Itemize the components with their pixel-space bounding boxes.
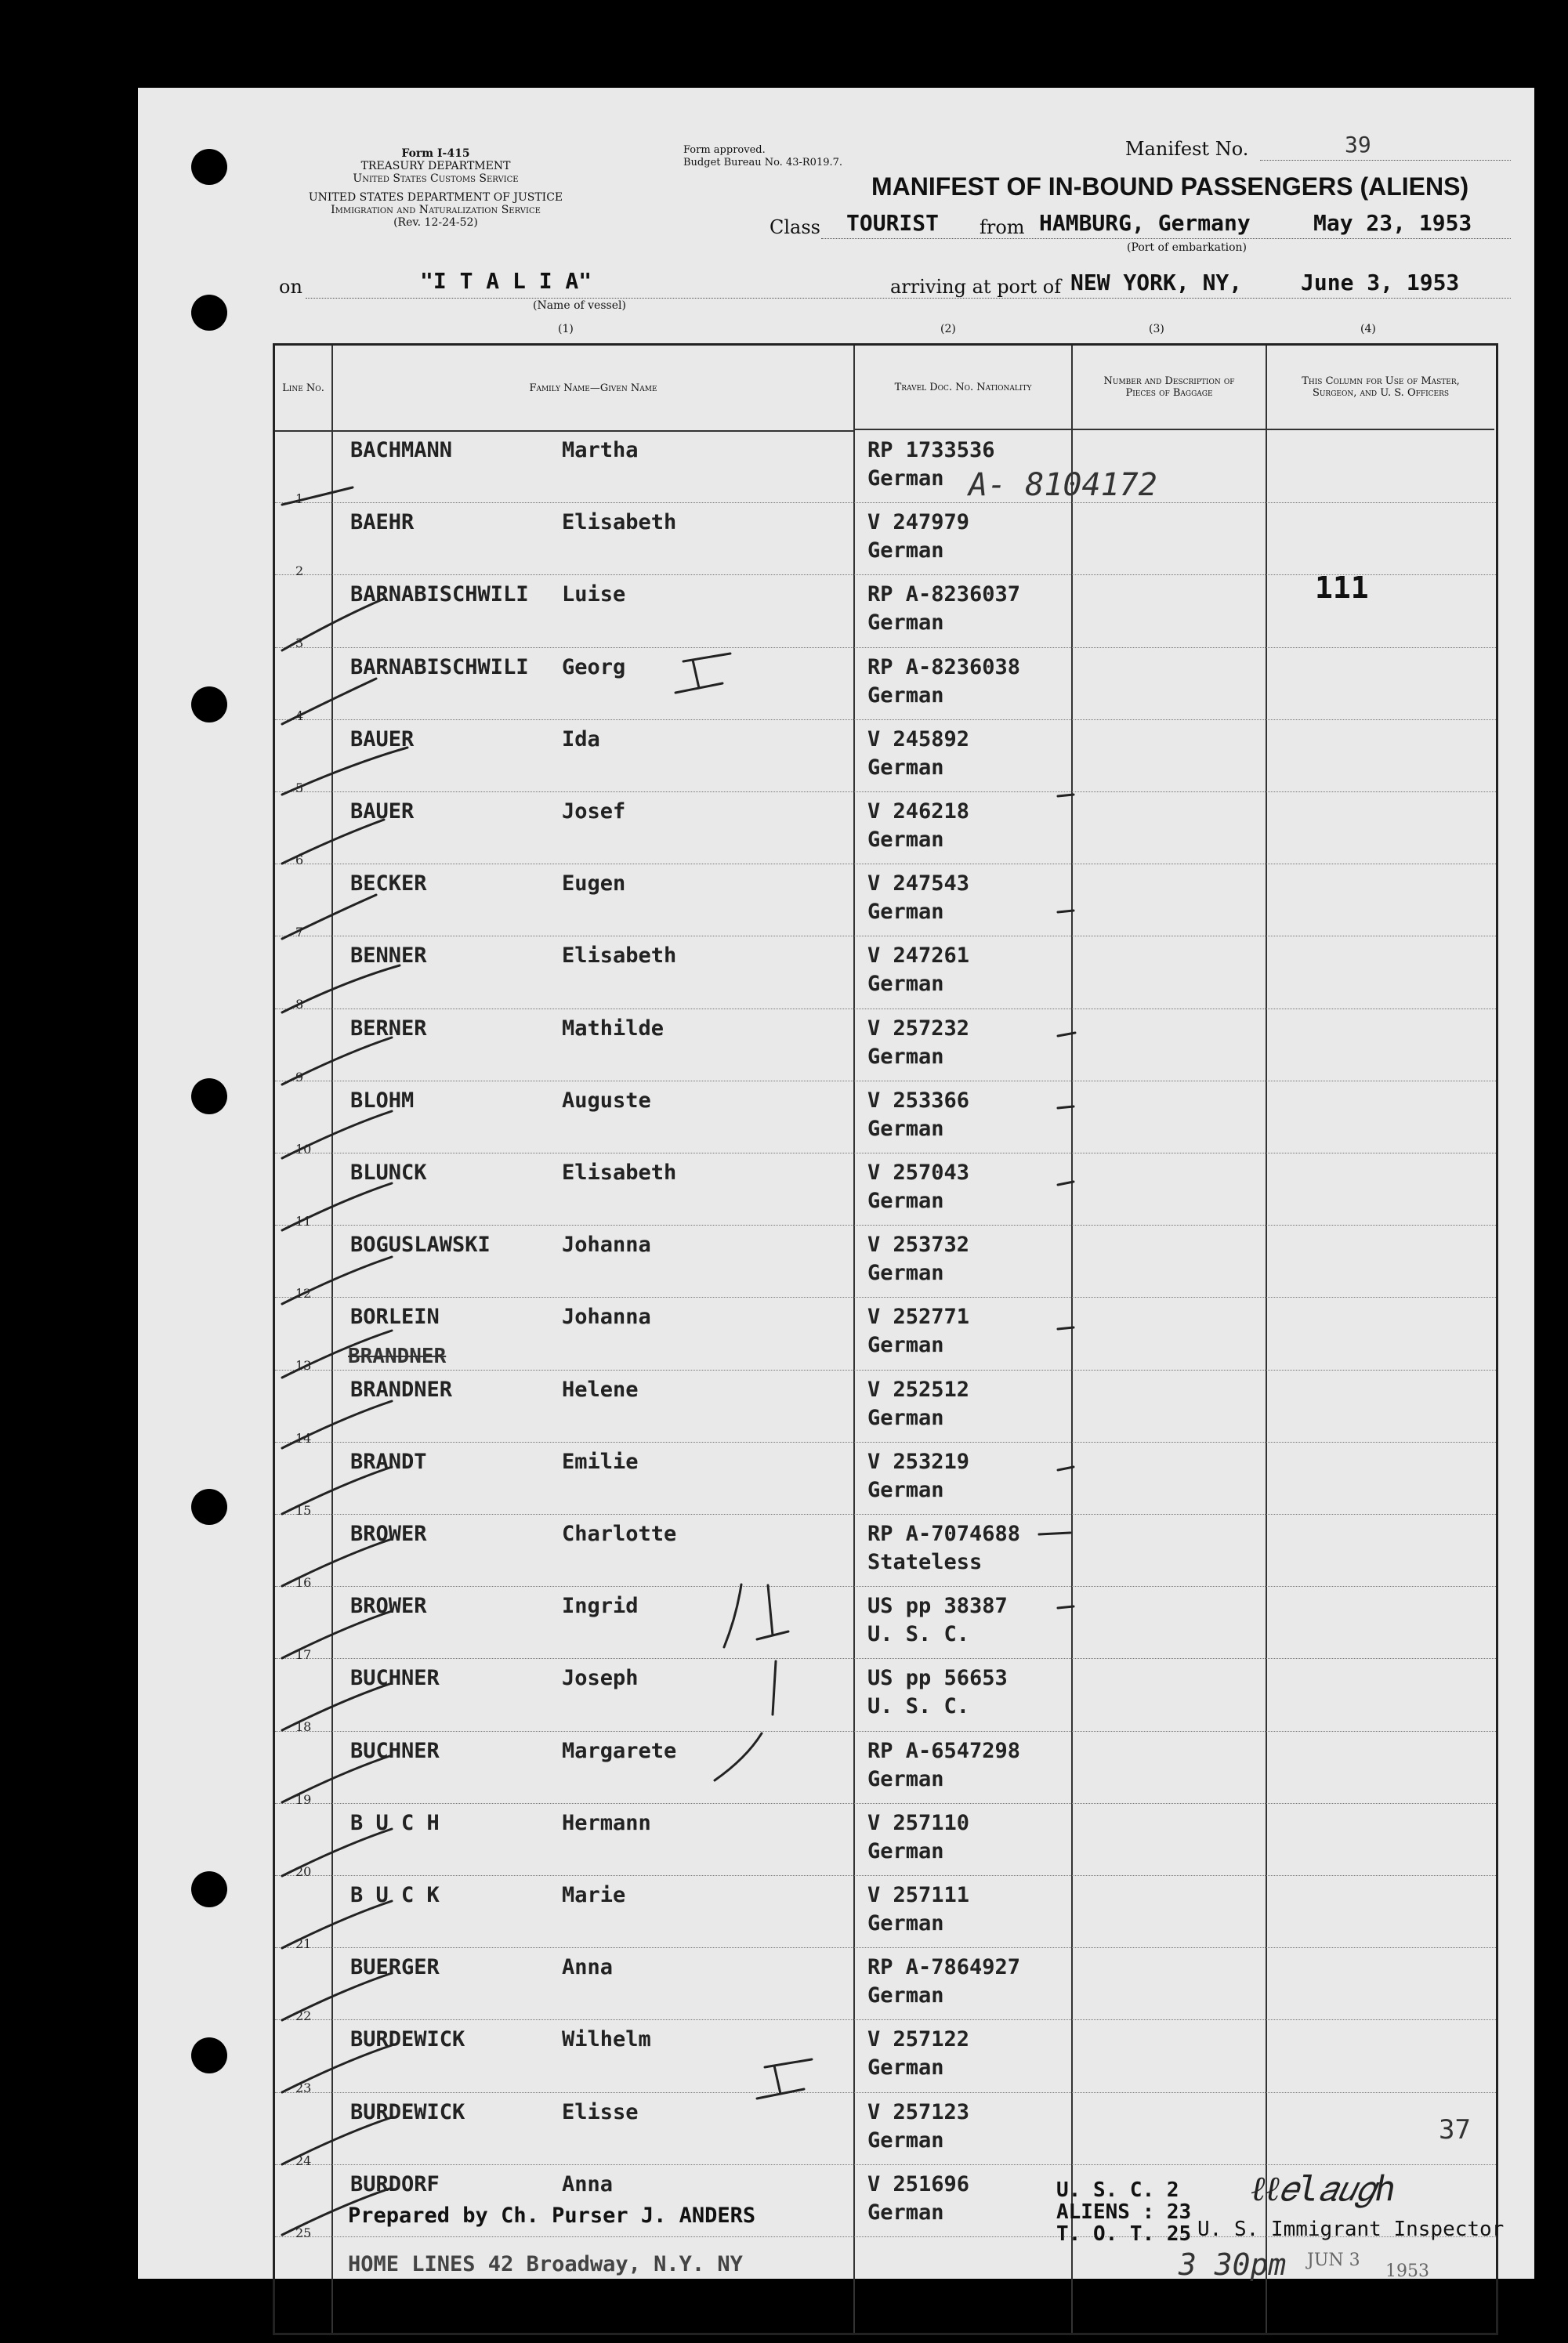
travel-doc: RP 1733536: [867, 438, 995, 462]
revision: (Rev. 12-24-52): [393, 216, 478, 229]
family-name: BURDEWICK: [350, 2027, 465, 2052]
nationality: German: [867, 1044, 944, 1069]
travel-doc: V 253732: [867, 1233, 970, 1258]
line-number: 24: [295, 2153, 312, 2168]
travel-doc: V 257110: [867, 1810, 970, 1835]
nationality: German: [867, 1116, 944, 1141]
embark-date-text: May 23, 19: [1313, 210, 1446, 236]
embark-year: 53: [1445, 210, 1472, 236]
col-header-line: Line No.: [275, 346, 331, 432]
given-name: Johanna: [562, 1233, 651, 1258]
travel-doc: V 257043: [867, 1161, 970, 1185]
col-num-1: (1): [558, 323, 574, 335]
col-header-officers: This Column for Use of Master, Surgeon, and U. S. Officers: [1267, 346, 1494, 430]
manifest-number: 39: [1345, 132, 1371, 158]
family-name: BAUER: [350, 799, 415, 824]
binder-hole: [191, 686, 227, 722]
nationality: German: [867, 2128, 944, 2153]
col-num-3: (3): [1149, 323, 1164, 335]
inspector-signature: ℓℓ𝑒l𝑎𝑢𝑔ℎ: [1251, 2169, 1396, 2209]
customs-service: United States Customs Service: [353, 172, 519, 185]
prepared-by: Prepared by Ch. Purser J. ANDERS: [348, 2204, 756, 2228]
summary-total: T. O. T. 25: [1056, 2222, 1192, 2246]
family-name: BECKER: [350, 871, 427, 896]
col-header-name: Family Name—Given Name: [333, 346, 853, 432]
family-name: BLOHM: [350, 1088, 415, 1113]
nationality: German: [867, 1333, 944, 1358]
form-number: Form I-415: [401, 147, 470, 160]
nationality: German: [867, 2055, 944, 2080]
line-number: 17: [295, 1647, 312, 1663]
arriving-year: 53: [1432, 270, 1460, 295]
form-approved: Form approved.: [683, 144, 766, 156]
family-name: BURDORF: [350, 2171, 440, 2196]
given-name: Ida: [562, 726, 600, 751]
travel-doc: RP A-7864927: [867, 1955, 1021, 1980]
line-number: 12: [295, 1286, 312, 1302]
nationality: German: [867, 1189, 944, 1213]
arriving-date-text: June 3, 19: [1301, 270, 1433, 295]
given-name: Margarete: [562, 1738, 677, 1763]
line-number: 3: [295, 636, 304, 651]
family-name: BROWER: [350, 1522, 427, 1546]
family-name: B U C H: [350, 1810, 440, 1835]
given-name: Ingrid: [562, 1594, 639, 1619]
nationality: German: [867, 1766, 944, 1791]
given-name: Anna: [562, 2171, 614, 2196]
given-name: Georg: [562, 654, 626, 679]
manifest-page: [138, 88, 1534, 2282]
binder-hole: [191, 1489, 227, 1525]
family-name: BACHMANN: [350, 438, 453, 462]
travel-doc: V 252512: [867, 1377, 970, 1402]
line-number: 18: [295, 1719, 312, 1735]
binder-hole: [191, 1871, 227, 1907]
stamp-year: 1953: [1385, 2262, 1429, 2281]
family-name: BLUNCK: [350, 1161, 427, 1185]
family-name: BROWER: [350, 1594, 427, 1619]
arriving-port: NEW YORK, NY,: [1070, 270, 1243, 295]
travel-doc: US pp 38387: [867, 1594, 1008, 1619]
inspector-label: U. S. Immigrant Inspector: [1197, 2218, 1505, 2241]
line-number: 20: [295, 1863, 312, 1879]
travel-doc: V 247261: [867, 943, 970, 969]
line-number: 4: [295, 708, 304, 723]
travel-doc: V 253366: [867, 1088, 970, 1113]
family-name: BORLEIN: [350, 1305, 440, 1330]
given-name: Emilie: [562, 1449, 639, 1474]
nationality: German: [867, 1983, 944, 2008]
line-number: 1: [295, 491, 304, 506]
nationality: German: [867, 1838, 944, 1863]
nationality: German: [867, 2200, 944, 2225]
family-name: BARNABISCHWILI: [350, 582, 529, 607]
travel-doc: RP A-8236038: [867, 654, 1021, 679]
col-num-4: (4): [1360, 323, 1376, 335]
nationality: U. S. C.: [867, 1622, 970, 1647]
justice-dept: UNITED STATES DEPARTMENT OF JUSTICE: [308, 191, 563, 204]
line-number: 8: [295, 997, 304, 1012]
travel-doc: V 251696: [867, 2171, 970, 2196]
binder-hole: [191, 295, 227, 331]
struck-name: BRANDNER: [348, 1345, 447, 1368]
nationality: U. S. C.: [867, 1694, 970, 1719]
given-name: Elisabeth: [562, 943, 677, 969]
nationality: German: [867, 538, 944, 563]
given-name: Mathilde: [562, 1016, 664, 1041]
given-name: Marie: [562, 1883, 626, 1907]
travel-doc: V 257111: [867, 1883, 970, 1907]
nationality: German: [867, 1405, 944, 1430]
manifest-title: MANIFEST OF IN-BOUND PASSENGERS (ALIENS): [871, 172, 1469, 201]
given-name: Charlotte: [562, 1522, 677, 1546]
travel-doc: V 252771: [867, 1305, 970, 1330]
travel-doc: V 257122: [867, 2027, 970, 2052]
family-name: BAEHR: [350, 510, 415, 535]
given-name: Elisse: [562, 2099, 639, 2124]
from-label: from: [980, 216, 1025, 238]
travel-doc: V 247543: [867, 871, 970, 896]
row3-officer-mark: 111: [1315, 570, 1369, 605]
family-name: BRANDT: [350, 1449, 427, 1474]
nationality: German: [867, 900, 944, 925]
nationality: German: [867, 610, 944, 636]
arrival-time: 3 30pm: [1179, 2247, 1287, 2282]
nationality: German: [867, 1261, 944, 1286]
nationality: German: [867, 755, 944, 780]
family-name: B U C K: [350, 1883, 440, 1907]
line-number: 11: [295, 1214, 312, 1229]
given-name: Elisabeth: [562, 510, 677, 535]
arriving-label: arriving at port of: [890, 276, 1062, 298]
ins-service: Immigration and Naturalization Service: [331, 204, 541, 216]
line-number: 14: [295, 1430, 312, 1446]
family-name: BENNER: [350, 943, 427, 969]
binder-hole: [191, 2037, 227, 2073]
travel-doc: RP A-7074688: [867, 1522, 1021, 1546]
line-number: 7: [295, 925, 304, 940]
travel-doc: US pp 56653: [867, 1666, 1008, 1691]
line-number: 21: [295, 1936, 312, 1951]
on-label: on: [279, 276, 302, 298]
family-name: BURDEWICK: [350, 2099, 465, 2124]
row1-handwritten-number: A- 8104172: [969, 467, 1157, 503]
col-num-2: (2): [940, 323, 956, 335]
binder-hole: [191, 149, 227, 185]
given-name: Anna: [562, 1955, 614, 1980]
given-name: Wilhelm: [562, 2027, 651, 2052]
travel-doc: RP A-6547298: [867, 1738, 1021, 1763]
nationality: German: [867, 1911, 944, 1936]
nationality: German: [867, 972, 944, 997]
nationality: German: [867, 1477, 944, 1502]
binder-hole: [191, 1078, 227, 1114]
travel-doc: V 245892: [867, 726, 970, 751]
nationality: German: [867, 827, 944, 852]
summary-usc: U. S. C. 2: [1056, 2178, 1179, 2202]
given-name: Martha: [562, 438, 639, 462]
travel-doc: V 246218: [867, 799, 970, 824]
col-header-travel: Travel Doc. No. Nationality: [855, 346, 1071, 430]
treasury-dept: TREASURY DEPARTMENT: [360, 160, 511, 172]
given-name: Helene: [562, 1377, 639, 1402]
family-name: BUCHNER: [350, 1666, 440, 1691]
given-name: Elisabeth: [562, 1161, 677, 1185]
travel-doc: V 257123: [867, 2099, 970, 2124]
travel-doc: RP A-8236037: [867, 582, 1021, 607]
family-name: BAUER: [350, 726, 415, 751]
port-embark-note: (Port of embarkation): [1127, 241, 1247, 254]
line-number: 19: [295, 1791, 312, 1807]
given-name: Josef: [562, 799, 626, 824]
nationality: German: [867, 683, 944, 708]
manifest-label: Manifest No.: [1125, 138, 1249, 160]
given-name: Joseph: [562, 1666, 639, 1691]
stamp-date: JUN 3: [1307, 2251, 1360, 2270]
summary-aliens: ALIENS : 23: [1056, 2200, 1192, 2224]
line-number: 5: [295, 780, 304, 795]
line-number: 15: [295, 1502, 312, 1518]
given-name: Johanna: [562, 1305, 651, 1330]
travel-doc: V 253219: [867, 1449, 970, 1474]
line-number: 16: [295, 1575, 312, 1590]
line-number: 9: [295, 1069, 304, 1085]
travel-doc: V 257232: [867, 1016, 970, 1041]
budget-bureau: Budget Bureau No. 43-R019.7.: [683, 157, 843, 168]
line-number: 23: [295, 2080, 312, 2096]
given-name: Auguste: [562, 1088, 651, 1113]
family-name: BOGUSLAWSKI: [350, 1233, 491, 1258]
line-number: 2: [295, 563, 304, 579]
nationality: Stateless: [867, 1550, 983, 1574]
given-name: Eugen: [562, 871, 626, 896]
line-number: 25: [295, 2225, 312, 2240]
family-name: BUERGER: [350, 1955, 440, 1980]
family-name: BUCHNER: [350, 1738, 440, 1763]
line-number: 13: [295, 1358, 312, 1374]
nationality: German: [867, 466, 944, 491]
col-header-baggage: Number and Description of Pieces of Baggage: [1073, 346, 1266, 430]
vessel-note: (Name of vessel): [533, 299, 626, 312]
given-name: Hermann: [562, 1810, 651, 1835]
travel-doc: V 247979: [867, 510, 970, 535]
home-lines: HOME LINES 42 Broadway, N.Y. NY: [348, 2252, 743, 2276]
family-name: BRANDNER: [350, 1377, 453, 1402]
family-name: BARNABISCHWILI: [350, 654, 529, 679]
family-name: BERNER: [350, 1016, 427, 1041]
class-value: TOURIST: [846, 210, 940, 236]
vessel-name: "I T A L I A": [420, 268, 592, 294]
line-number: 22: [295, 2008, 312, 2024]
from-value: HAMBURG, Germany: [1039, 210, 1251, 236]
line-number: 10: [295, 1141, 312, 1157]
hand-checkmarks: [138, 88, 1534, 2279]
line-number: 6: [295, 853, 304, 867]
page-count: 37: [1439, 2114, 1471, 2146]
given-name: Luise: [562, 582, 626, 607]
class-label: Class: [770, 216, 820, 238]
